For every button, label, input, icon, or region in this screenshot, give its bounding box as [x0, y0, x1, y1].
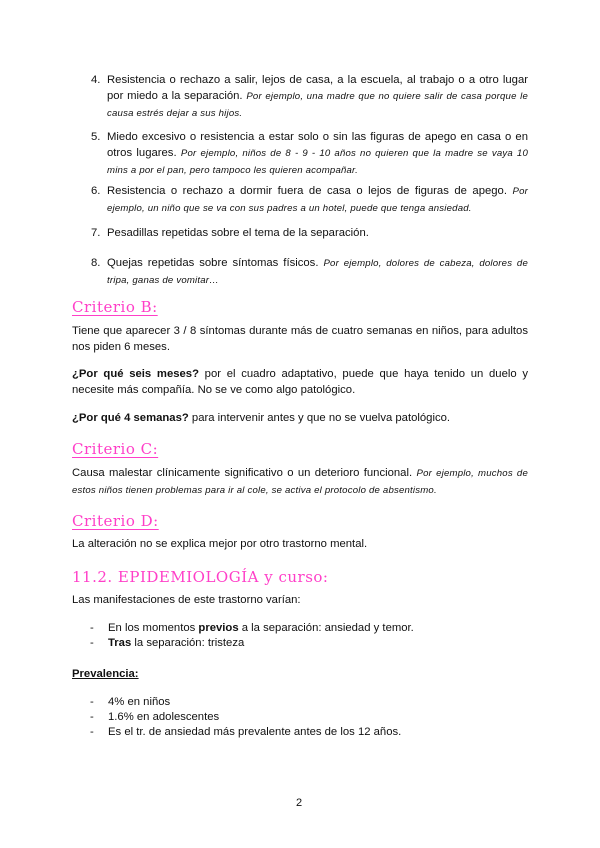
- item-text: Quejas repetidas sobre síntomas físicos.: [107, 257, 319, 269]
- criterio-c-example: Por ejemplo, muchos de estos niños tienen problemas para ir al cole, se activa el protocolo de absentismo.: [72, 468, 529, 496]
- criterio-b-question-1: [72, 366, 528, 398]
- epidemiologia-heading: 11.2. EPIDEMIOLOGÍA y curso:: [72, 568, 329, 586]
- page-number: 2: [296, 797, 303, 809]
- criterio-b-question-2: [72, 410, 528, 426]
- list-number: 6.: [91, 185, 101, 197]
- item-text: Pesadillas repetidas sobre el tema de la separación.: [107, 227, 369, 239]
- question-label: ¿Por qué 4 semanas?: [72, 412, 189, 424]
- item-text: Resistencia o rechazo a salir, lejos de casa, a la escuela, al trabajo o a otro lugar por miedo a la separación.: [107, 74, 528, 102]
- list-item: [91, 183, 528, 217]
- bullet-pre: En los momentos: [108, 622, 199, 634]
- question-answer: para intervenir antes y que no se vuelva patológico.: [188, 412, 451, 424]
- bullet-post: a la separación: ansiedad y temor.: [238, 622, 414, 634]
- criterio-d-text: La alteración no se explica mejor por otro trastorno mental.: [72, 538, 368, 550]
- criterio-b-text: Tiene que aparecer 3 / 8 síntomas durante más de cuatro semanas en niños, para adultos nos piden 6 meses.: [72, 325, 528, 353]
- list-number: 4.: [91, 74, 101, 86]
- bullet-item: [90, 621, 414, 636]
- criterio-c-body: Causa malestar clínicamente significativo o un deterioro funcional.: [72, 467, 413, 479]
- item-example: Por ejemplo, niños de 8 - 9 - 10 años no quieren que la madre se vaya 10 mins a por el pan, pero tampoco les quieren acompañar.: [107, 148, 528, 176]
- item-example: Por ejemplo, una madre que no quiere salir de casa porque le causa estrés dejar a sus hijos.: [107, 91, 528, 119]
- epidemiologia-intro: Las manifestaciones de este trastorno varían:: [72, 594, 301, 606]
- question-answer: por el cuadro adaptativo, puede que haya tenido un duelo y necesite más compañía. No se ve como algo patológico.: [72, 368, 528, 396]
- list-number: 7.: [91, 227, 101, 239]
- item-text: Resistencia o rechazo a dormir fuera de casa o lejos de figuras de apego.: [107, 185, 507, 197]
- bullet-bold: Tras: [108, 637, 132, 649]
- bullet-dash: -: [90, 696, 94, 708]
- bullet-item: [90, 636, 244, 651]
- item-example: Por ejemplo, dolores de cabeza, dolores de tripa, ganas de vomitar…: [107, 258, 528, 286]
- criterio-c-text: [72, 465, 528, 499]
- prevalencia-item: - 4% en niños: [90, 696, 171, 708]
- list-number: 8.: [91, 257, 101, 269]
- bullet-dash: -: [90, 711, 94, 723]
- criterio-d-heading: Criterio D:: [72, 512, 159, 530]
- item-example: Por ejemplo, un niño que se va con sus padres a un hotel, puede que tenga ansiedad.: [107, 186, 529, 214]
- bullet-dash: -: [90, 726, 94, 738]
- list-item: [91, 129, 528, 179]
- bullet-dash: -: [90, 622, 94, 634]
- bullet-post: la separación: tristeza: [131, 637, 245, 649]
- list-item: [91, 225, 528, 241]
- criterio-b-heading: Criterio B:: [72, 298, 158, 316]
- prevalencia-item: - 1.6% en adolescentes: [90, 711, 220, 723]
- list-number: 5.: [91, 131, 101, 143]
- criterio-c-heading: Criterio C:: [72, 440, 159, 458]
- prevalencia-item: - Es el tr. de ansiedad más prevalente antes de los 12 años.: [90, 726, 402, 738]
- item-text: Miedo excesivo o resistencia a estar solo o sin las figuras de apego en casa o en otros lugares.: [107, 131, 528, 159]
- list-item: [91, 72, 528, 122]
- prevalencia-label: Prevalencia:: [72, 668, 139, 680]
- bullet-bold: previos: [198, 622, 239, 634]
- bullet-dash: -: [90, 637, 94, 649]
- list-item: [91, 255, 528, 289]
- question-label: ¿Por qué seis meses?: [72, 368, 199, 380]
